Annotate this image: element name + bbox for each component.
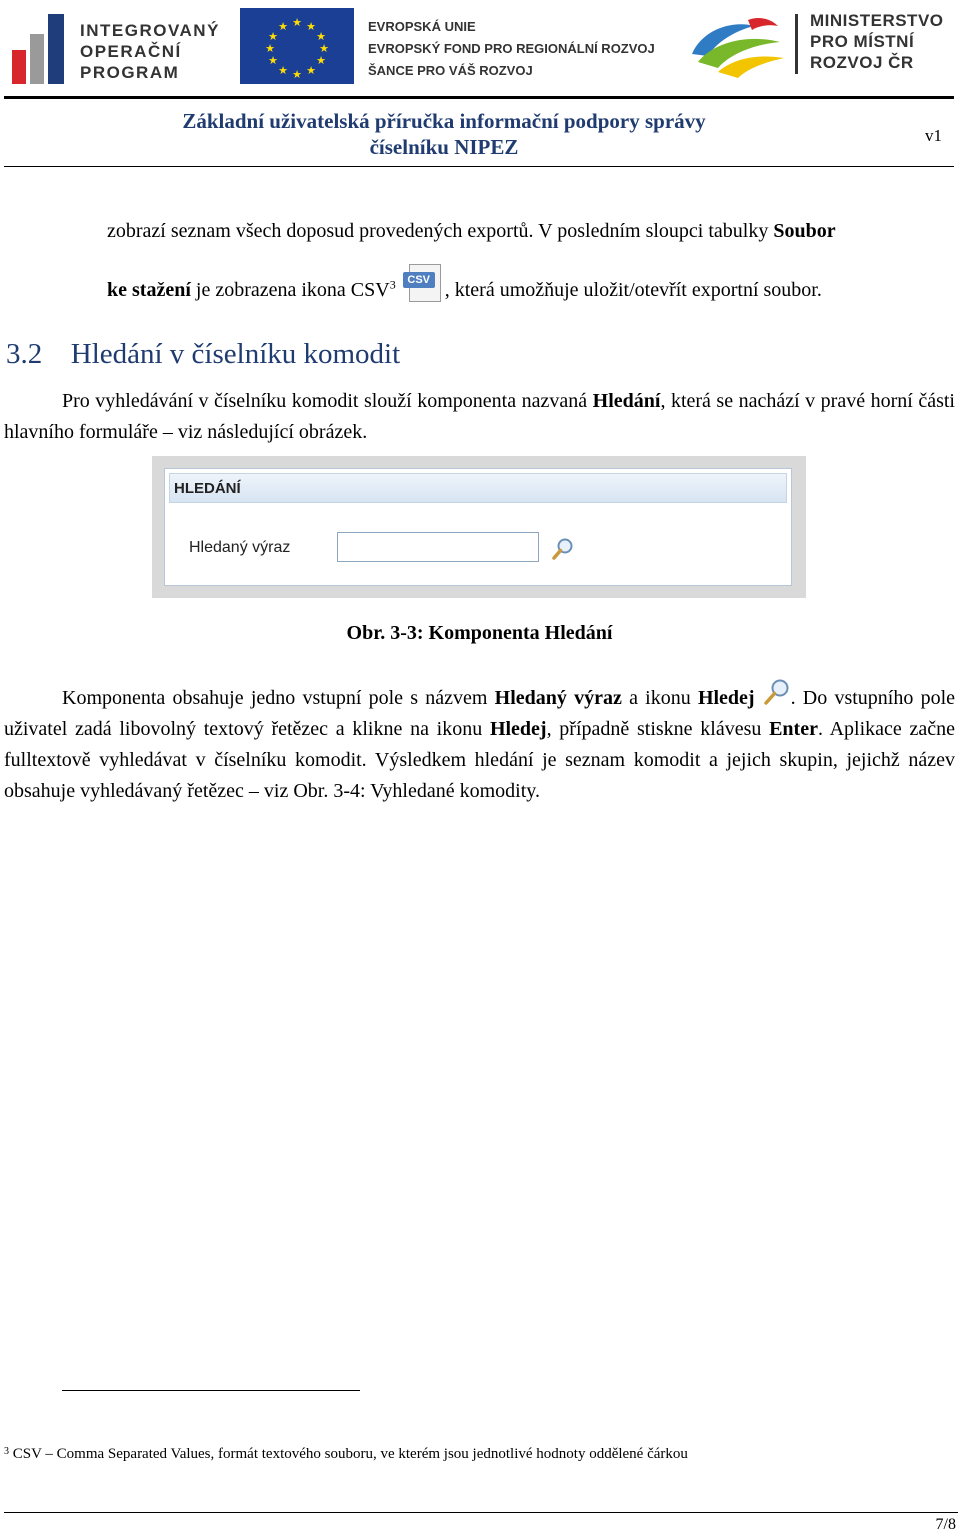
header-rule bbox=[4, 96, 954, 99]
figure-search-component bbox=[152, 456, 806, 598]
paragraph-search-description bbox=[4, 678, 955, 807]
iop-logo-bars-icon bbox=[10, 10, 68, 86]
bold-text: Hledej bbox=[489, 718, 547, 740]
text: je zobrazena ikona CSV bbox=[190, 279, 390, 301]
eu-logo-text bbox=[368, 16, 655, 82]
eu-text-line: EVROPSKÝ FOND PRO REGIONÁLNÍ ROZVOJ bbox=[368, 41, 655, 56]
footnote-number: 3 bbox=[4, 1446, 9, 1457]
section-number: 3.2 bbox=[6, 338, 43, 370]
text: zobrazí seznam všech doposud provedených exportů. V posledním sloupci tabulky bbox=[107, 220, 774, 242]
csv-file-icon bbox=[403, 264, 443, 302]
svg-text:★: ★ bbox=[316, 30, 326, 43]
text: , která umožňuje uložit/otevřít exportní soubor. bbox=[444, 279, 822, 301]
text: . Do vstupního pole uživatel zadá libovolný textový řetězec a klikne na ikonu bbox=[4, 687, 956, 740]
document-title bbox=[4, 108, 884, 160]
svg-text:★: ★ bbox=[265, 42, 275, 55]
section-title: Hledání v číselníku komodit bbox=[70, 338, 401, 370]
svg-text:★: ★ bbox=[319, 42, 329, 55]
mmr-text-line: MINISTERSTVO bbox=[810, 11, 944, 30]
bold-text: Enter bbox=[769, 718, 818, 740]
svg-text:★: ★ bbox=[278, 64, 288, 77]
eu-text-line: ŠANCE PRO VÁŠ ROZVOJ bbox=[368, 63, 533, 78]
mmr-logo-text bbox=[810, 10, 944, 73]
text: a ikonu bbox=[621, 687, 698, 709]
mmr-logo-icon bbox=[688, 12, 788, 82]
iop-logo-line: PROGRAM bbox=[80, 63, 180, 82]
bold-text: ke stažení bbox=[107, 279, 191, 301]
svg-text:★: ★ bbox=[316, 54, 326, 67]
footnote-rule bbox=[62, 1390, 360, 1391]
svg-text:★: ★ bbox=[292, 16, 302, 29]
bold-text: Hledej bbox=[697, 687, 755, 709]
svg-text:★: ★ bbox=[306, 64, 316, 77]
search-panel-title: HLEDÁNÍ bbox=[169, 473, 787, 503]
text: , případně stiskne klávesu bbox=[546, 718, 770, 740]
bold-text: Hledaný výraz bbox=[494, 687, 622, 709]
mmr-separator bbox=[795, 14, 798, 74]
csv-icon-label: CSV bbox=[403, 272, 435, 288]
search-field-label: Hledaný výraz bbox=[189, 539, 291, 556]
eu-text-line: EVROPSKÁ UNIE bbox=[368, 19, 476, 34]
iop-logo bbox=[8, 6, 223, 86]
iop-logo-line: OPERAČNÍ bbox=[80, 42, 182, 61]
document-version: v1 bbox=[925, 126, 942, 145]
text: . Aplikace začne fulltextově vyhledávat v číselníku komodit. Výsledkem hledání je seznam komodit a jejich skupin, jejichž název obsahuje vyhledávaný řetězec – viz Obr. 3-4: Vyhledané komodity. bbox=[4, 718, 955, 802]
text: , která se nachází v pravé horní části hlavního formuláře – viz následující obrázek. bbox=[4, 390, 955, 443]
section-heading bbox=[6, 336, 400, 372]
footer-rule bbox=[4, 1512, 958, 1513]
search-icon[interactable] bbox=[551, 537, 575, 561]
svg-text:★: ★ bbox=[268, 30, 278, 43]
svg-text:★: ★ bbox=[278, 20, 288, 33]
eu-flag-icon bbox=[240, 8, 354, 84]
search-input[interactable] bbox=[337, 532, 539, 562]
search-icon bbox=[761, 678, 791, 706]
iop-logo-line: INTEGROVANÝ bbox=[80, 21, 220, 40]
bold-text: Hledání bbox=[592, 390, 661, 412]
svg-text:★: ★ bbox=[268, 54, 278, 67]
footnote-ref[interactable]: 3 bbox=[389, 277, 396, 292]
document-title-line: číselníku NIPEZ bbox=[369, 135, 519, 159]
mmr-text-line: PRO MÍSTNÍ bbox=[810, 32, 915, 51]
page-number: 7/8 bbox=[935, 1516, 956, 1533]
footnote-text: CSV – Comma Separated Values, formát textového souboru, ve kterém jsou jednotlivé hodnoty oddělené čárkou bbox=[12, 1446, 688, 1462]
paragraph-exports bbox=[107, 216, 955, 301]
bold-text: Soubor bbox=[773, 220, 836, 242]
figure-caption: Obr. 3-3: Komponenta Hledání bbox=[346, 622, 613, 644]
footnote bbox=[4, 1444, 688, 1464]
search-panel bbox=[164, 468, 792, 586]
svg-text:★: ★ bbox=[292, 68, 302, 81]
text: Pro vyhledávání v číselníku komodit slouží komponenta nazvaná bbox=[62, 390, 593, 412]
header-bottom-rule bbox=[4, 166, 954, 167]
mmr-text-line: ROZVOJ ČR bbox=[810, 53, 914, 72]
svg-text:★: ★ bbox=[306, 20, 316, 33]
paragraph-search-intro bbox=[4, 386, 955, 448]
document-title-line: Základní uživatelská příručka informační podpory správy bbox=[182, 109, 706, 133]
text: Komponenta obsahuje jedno vstupní pole s názvem bbox=[62, 687, 495, 709]
